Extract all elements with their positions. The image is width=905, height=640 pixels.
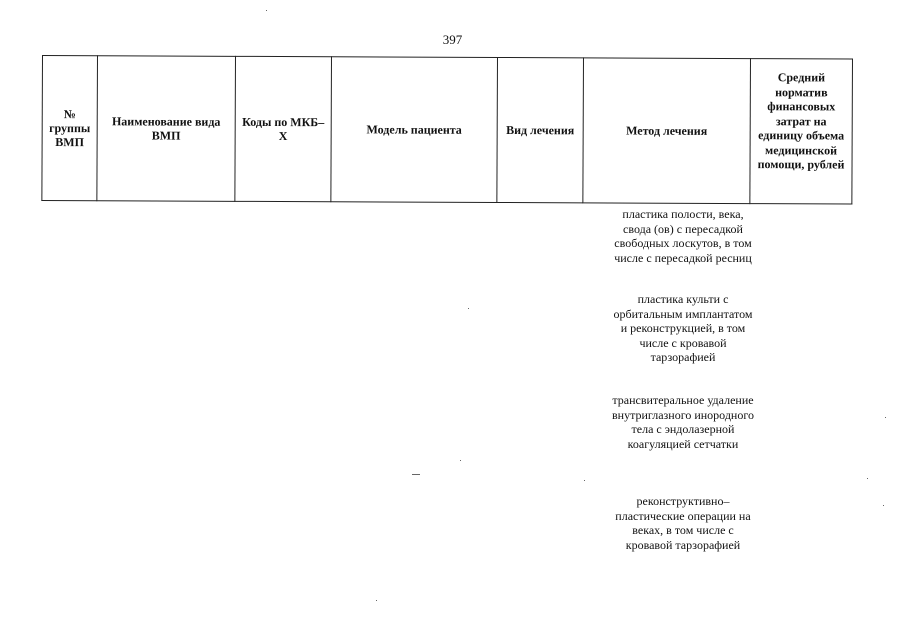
header-icd-codes: Коды по МКБ–Х: [235, 56, 332, 201]
header-treatment-method: Метод лечения: [583, 58, 751, 204]
header-treatment-type: Вид лечения: [497, 57, 584, 202]
header-patient-model: Модель пациента: [331, 57, 498, 203]
method-item: пластика полости, века, свода (ов) с пересадкой свободных лоскутов, в том числе с пересадкой ресниц: [614, 207, 752, 265]
scan-speck: [584, 480, 585, 481]
header-average-cost: Средний норматив финансовых затрат на единицу объема медицинской помощи, рублей: [750, 59, 853, 204]
scan-speck: [468, 308, 469, 309]
method-item: пластика культи с орбитальным имплантатом и реконструкцией, в том числе с кровавой тарзорафией: [613, 292, 753, 365]
method-item: трансвитеральное удаление внутриглазного инородного тела с эндолазерной коагуляцией сетчатки: [612, 393, 754, 451]
header-vmp-name: Наименование вида ВМП: [97, 56, 236, 202]
scan-speck: [867, 478, 868, 479]
scan-speck: [412, 474, 420, 475]
header-group-number: № группы ВМП: [42, 56, 98, 201]
header-table: [41, 55, 853, 205]
scan-speck: [266, 10, 267, 11]
scan-speck: [885, 417, 886, 418]
method-item: реконструктивно–пластические операции на веках, в том числе с кровавой тарзорафией: [615, 494, 751, 552]
scan-speck: [883, 505, 884, 506]
scan-speck: [460, 460, 461, 461]
scan-speck: [376, 600, 377, 601]
page-number: 397: [442, 32, 463, 47]
